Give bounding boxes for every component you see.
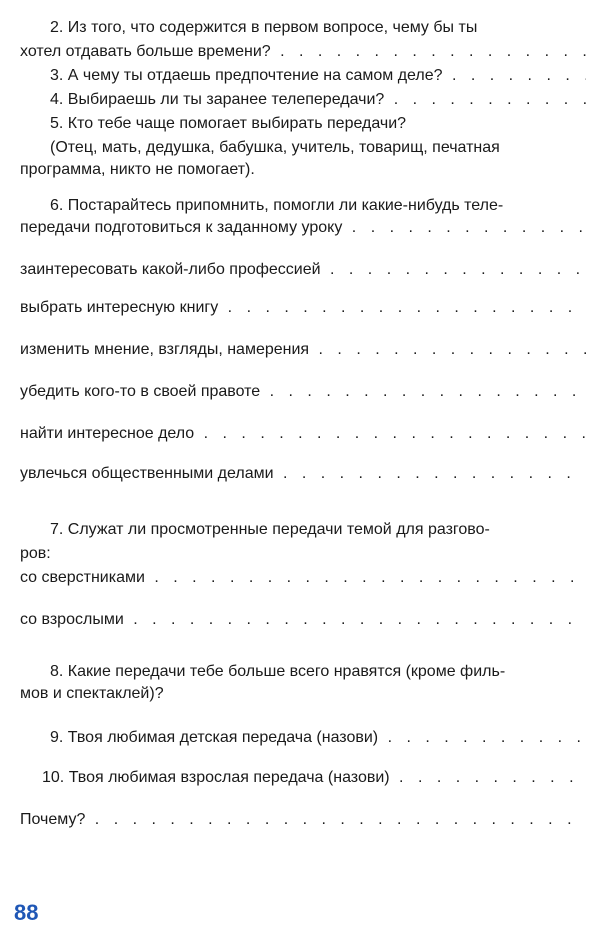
question-10 [42, 768, 586, 788]
question-10-text: 10. Твоя любимая взрослая передача (назови) [42, 769, 390, 786]
question-6-line-2 [20, 218, 586, 238]
why-line [20, 810, 586, 830]
answer-line-opinion [20, 340, 586, 360]
question-9 [50, 728, 586, 748]
question-2-line-2 [20, 42, 586, 62]
question-7-line-1: 7. Служат ли просмотренные передачи темой для разгово- [50, 521, 490, 538]
question-2-line-1: 2. Из того, что содержится в первом вопросе, чему бы ты [50, 19, 478, 36]
question-5-note-line-1: (Отец, мать, дедушка, бабушка, учитель, товарищ, печатная [50, 139, 500, 156]
answer-line-profession [20, 260, 586, 280]
answer-line-social [20, 464, 586, 484]
question-8-line-2: мов и спектаклей)? [20, 685, 164, 702]
question-6-line-1: 6. Постарайтесь припомнить, помогли ли какие-нибудь теле- [50, 197, 504, 214]
page-number: 88 [14, 900, 39, 925]
question-9-text: 9. Твоя любимая детская передача (назови) [50, 729, 379, 746]
answer-line-book [20, 298, 586, 318]
question-3-text: 3. А чему ты отдаешь предпочтение на самом деле? [50, 67, 443, 84]
question-5-note-line-2: программа, никто не помогает). [20, 161, 255, 178]
why-label: Почему? [20, 811, 86, 828]
question-2-text: хотел отдавать больше времени? [20, 43, 271, 60]
answer-label: убедить кого-то в своей правоте [20, 383, 261, 400]
answer-line-peers [20, 568, 586, 588]
answer-line-interest [20, 424, 586, 444]
question-6-text: передачи подготовиться к заданному уроку [20, 219, 343, 236]
question-4-text: 4. Выбираешь ли ты заранее телепередачи? [50, 91, 385, 108]
answer-label: изменить мнение, взгляды, намерения [20, 341, 310, 358]
answer-label: найти интересное дело [20, 425, 195, 442]
answer-label: со сверстниками [20, 569, 145, 586]
answer-label: увлечься общественными делами [20, 465, 274, 482]
question-5: 5. Кто тебе чаще помогает выбирать передачи? [50, 115, 407, 132]
answer-label: со взрослыми [20, 611, 124, 628]
question-4 [50, 90, 586, 110]
answer-label: заинтересовать какой-либо профессией [20, 261, 321, 278]
question-3 [50, 66, 586, 86]
answer-line-convince [20, 382, 586, 402]
question-7-line-2: ров: [20, 545, 51, 562]
question-8-line-1: 8. Какие передачи тебе больше всего нравятся (кроме филь- [50, 663, 506, 680]
answer-line-adults [20, 610, 586, 630]
answer-label: выбрать интересную книгу [20, 299, 219, 316]
